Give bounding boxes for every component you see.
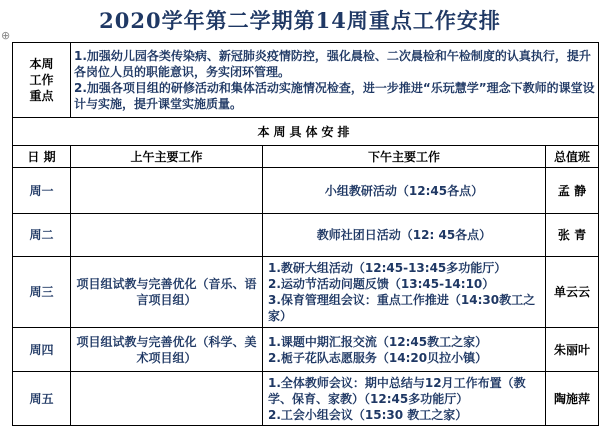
day-cell: 周三 (13, 257, 71, 328)
duty-cell: 张 青 (546, 214, 599, 257)
morning-cell (71, 214, 263, 257)
afternoon-cell (263, 257, 546, 328)
duty-cell: 单云云 (546, 257, 599, 328)
afternoon-item: 2.栀子花队志愿服务（14:20贝拉小镇） (268, 350, 488, 365)
header-afternoon: 下午主要工作 (263, 146, 546, 168)
morning-cell: 项目组试教与完善优化（科学、美术项目组） (71, 328, 263, 372)
day-cell: 周一 (13, 168, 71, 214)
duty-cell: 陶施萍 (546, 372, 599, 426)
table-row (13, 372, 599, 426)
focus-row (13, 43, 599, 118)
afternoon-cell: 教师社团日活动（12: 45各点） (263, 214, 546, 257)
focus-label: 本周工作重点 (29, 57, 54, 103)
morning-cell (71, 168, 263, 214)
header-day: 日 期 (13, 146, 71, 168)
focus-content-cell (71, 43, 599, 118)
header-morning: 上午主要工作 (71, 146, 263, 168)
focus-item: 2.加强各项目组的研修活动和集体活动实施情况检查，进一步推进“乐玩慧学”理念下教师的课堂设计与实施，提升课堂实施质量。 (74, 81, 595, 111)
focus-item: 1.加强幼儿园各类传染病、新冠肺炎疫情防控，强化晨检、二次晨检和午检制度的认真执行，提升各岗位人员的职能意识，务实闭环管理。 (74, 49, 591, 79)
day-cell: 周二 (13, 214, 71, 257)
header-row (13, 146, 599, 168)
table-row (13, 168, 599, 214)
afternoon-cell (263, 328, 546, 372)
afternoon-item: 2.工会小组会议（15:30 教工之家） (268, 407, 468, 422)
page-title: 2020学年第二学期第14周重点工作安排 (99, 8, 501, 33)
table-row (13, 328, 599, 372)
schedule-table (12, 42, 599, 426)
afternoon-item: 1.课题中期汇报交流（12:45教工之家） (268, 334, 488, 349)
morning-cell (71, 372, 263, 426)
focus-label-cell (13, 43, 71, 118)
duty-cell: 孟 静 (546, 168, 599, 214)
morning-cell: 项目组试教与完善优化（音乐、语言项目组） (71, 257, 263, 328)
table-row (13, 257, 599, 328)
day-cell: 周五 (13, 372, 71, 426)
section-title: 本周具体安排 (13, 118, 599, 146)
afternoon-cell: 小组教研活动（12:45各点） (263, 168, 546, 214)
move-handle-icon[interactable]: ⊕ (1, 29, 11, 42)
afternoon-item: 1.教研大组活动（12:45-13:45多功能厅） (268, 261, 507, 275)
table-row (13, 214, 599, 257)
afternoon-cell (263, 372, 546, 426)
day-cell: 周四 (13, 328, 71, 372)
afternoon-item: 3.保育管理组会议：重点工作推进（14:30教工之家） (268, 293, 536, 323)
header-duty: 总值班 (546, 146, 599, 168)
afternoon-item: 1.全体教师会议：期中总结与12月工作布置（教学、保育、家教）（12:45多功能厅） (268, 375, 526, 406)
duty-cell: 朱丽叶 (546, 328, 599, 372)
afternoon-item: 2.运动节活动问题反馈（13:45-14:10） (268, 277, 495, 291)
section-title-row (13, 118, 599, 146)
